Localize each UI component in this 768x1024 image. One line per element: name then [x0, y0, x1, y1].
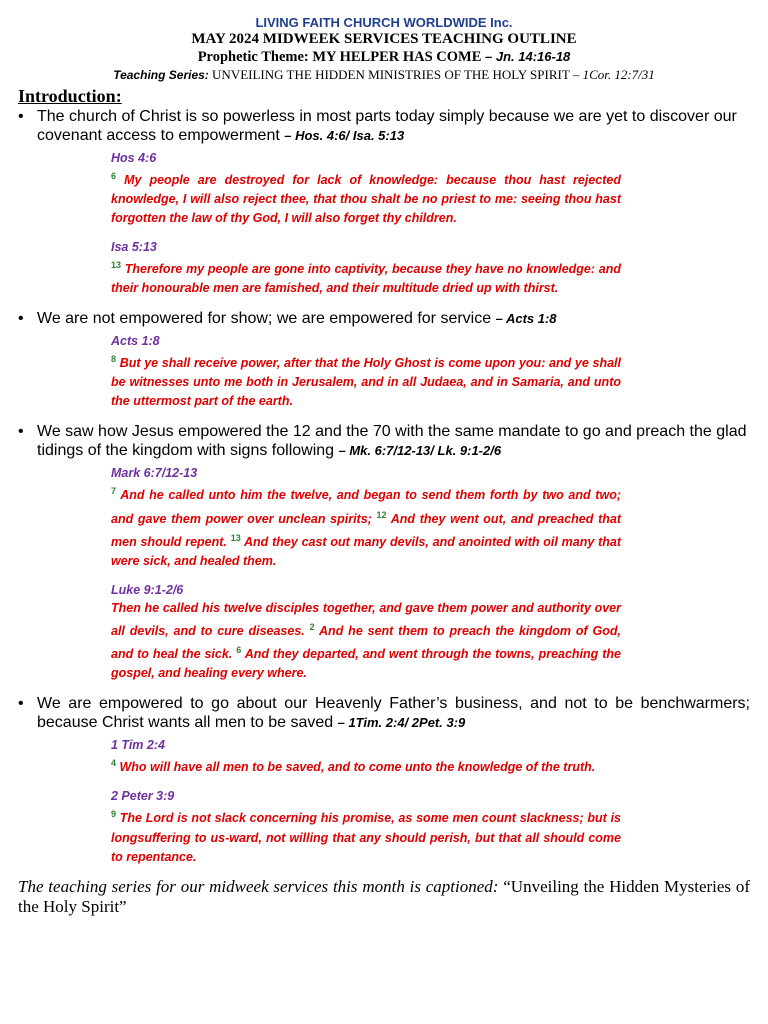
- outline-title: MAY 2024 MIDWEEK SERVICES TEACHING OUTLINE: [191, 31, 577, 47]
- bullet-point: [0, 107, 768, 145]
- bullet-point: [0, 694, 768, 732]
- bullet-point: [0, 309, 768, 328]
- bullet-reference: – Mk. 6:7/12-13/ Lk. 9:1-2/6: [338, 443, 502, 459]
- scripture-reference: Luke 9:1-2/6: [111, 582, 184, 597]
- bullet-text: We are empowered to go about our Heavenly Father’s business, and not to be benchwarmers; because Christ wants all men to be saved: [37, 695, 750, 732]
- verse-text: Therefore my people are gone into captivity, because they have no knowledge: and their honourable men are famished, and their multitude dried up with thirst.: [111, 262, 621, 296]
- scripture-block: [111, 238, 621, 298]
- scripture-text: [111, 350, 621, 411]
- scripture-block: [111, 736, 621, 777]
- verse-text: And he called unto him the twelve, and began to send them forth by two and two; and gave them power over unclean spirits;: [111, 488, 621, 526]
- teaching-series: [0, 66, 768, 84]
- verse-text: And he sent them to preach the kingdom of God, and to heal the sick.: [111, 624, 621, 662]
- bullet-reference: – 1Tim. 2:4/ 2Pet. 3:9: [337, 715, 466, 731]
- closing-title: “Unveiling the Hidden Mysteries of the Holy Spirit”: [18, 876, 750, 916]
- closing-lead: The teaching series for our midweek services this month is captioned:: [18, 876, 499, 896]
- verse-number: 13: [111, 260, 122, 271]
- scripture-reference: 2 Peter 3:9: [111, 789, 175, 804]
- bullet-list: [0, 107, 768, 867]
- scripture-reference: Hos 4:6: [111, 151, 157, 165]
- verse-text: And they went out, and preached that men should repent.: [111, 511, 621, 549]
- scripture-block: [111, 149, 621, 228]
- scripture-reference: Isa 5:13: [111, 240, 157, 255]
- verse-number: 2: [309, 621, 315, 632]
- scripture-text: [111, 482, 621, 570]
- verse-number: 6: [236, 645, 242, 656]
- bullet-text: The church of Christ is so powerless in most parts today simply because we are yet to discover our covenant access to empowerment: [37, 108, 737, 144]
- verse-text: And they departed, and went through the towns, preaching the gospel, and healing every where.: [111, 647, 621, 681]
- verse-text: And they cast out many devils, and anointed with oil many that were sick, and healed them.: [111, 534, 621, 568]
- scripture-text: [111, 256, 621, 298]
- bullet-dot-icon: •: [18, 310, 24, 328]
- verse-number: 8: [111, 354, 117, 365]
- verse-number: 4: [111, 758, 117, 769]
- scripture-reference: Acts 1:8: [111, 334, 160, 349]
- bullet-gap: [0, 298, 768, 308]
- verse-number: 9: [111, 809, 117, 820]
- prophetic-theme: [0, 48, 768, 66]
- scripture-text: [111, 167, 621, 228]
- org-name: LIVING FAITH CHURCH WORLDWIDE Inc.: [255, 15, 513, 30]
- bullet-reference: – Acts 1:8: [495, 311, 557, 327]
- scripture-reference: 1 Tim 2:4: [111, 738, 165, 753]
- bullet-reference: – Hos. 4:6/ Isa. 5:13: [284, 128, 405, 143]
- scripture-text: [111, 805, 621, 866]
- scripture-block: [111, 464, 621, 570]
- verse-text: My people are destroyed for lack of knowledge: because thou hast rejected knowledge, I will also reject thee, that thou shalt be no priest to me: seeing thou hast forgotten the law of thy God, I will also forget thy children.: [111, 173, 621, 226]
- closing-paragraph: [18, 877, 750, 917]
- series-label: Teaching Series:: [113, 68, 209, 82]
- scripture-block: [111, 332, 621, 411]
- theme-ref: – Jn. 14:16-18: [485, 49, 571, 64]
- verse-number: 12: [376, 509, 387, 520]
- series-title: UNVEILING THE HIDDEN MINISTRIES OF THE HOLY SPIRIT: [212, 67, 570, 82]
- scripture-text: [111, 599, 621, 683]
- introduction-heading: Introduction:: [18, 86, 122, 106]
- verse-text: Then he called his twelve disciples together, and gave them power and authority over all devils, and to cure diseases.: [111, 600, 621, 639]
- bullet-text: We saw how Jesus empowered the 12 and the 70 with the same mandate to go and preach the glad tidings of the kingdom with signs following: [37, 423, 747, 460]
- bullet-dot-icon: •: [18, 695, 24, 713]
- verse-number: 7: [111, 486, 117, 497]
- series-ref: – 1Cor. 12:7/31: [572, 67, 655, 82]
- scripture-block: [111, 787, 621, 866]
- verse-text: The Lord is not slack concerning his promise, as some men count slackness; but is longsuffering to us-ward, not willing that any should perish, but that all should come to repentance.: [111, 811, 621, 864]
- bullet-text: We are not empowered for show; we are empowered for service: [37, 310, 492, 328]
- verse-number: 6: [111, 171, 117, 181]
- verse-text: Who will have all men to be saved, and to come unto the knowledge of the truth.: [119, 760, 596, 775]
- bullet-point: [0, 422, 768, 460]
- bullet-dot-icon: •: [18, 108, 24, 125]
- bullet-gap: [0, 683, 768, 693]
- bullet-dot-icon: •: [18, 423, 24, 441]
- verse-number: 13: [230, 532, 241, 543]
- bullet-gap: [0, 411, 768, 421]
- theme-label: Prophetic Theme: MY HELPER HAS COME: [197, 49, 482, 65]
- scripture-reference: Mark 6:7/12-13: [111, 466, 198, 481]
- scripture-text: [111, 754, 621, 777]
- scripture-block: [111, 581, 621, 683]
- verse-text: But ye shall receive power, after that the Holy Ghost is come upon you: and ye shall be witnesses unto me both in Jerusalem, and in all Judaea, and in Samaria, and unto the uttermost part of the earth.: [111, 356, 621, 409]
